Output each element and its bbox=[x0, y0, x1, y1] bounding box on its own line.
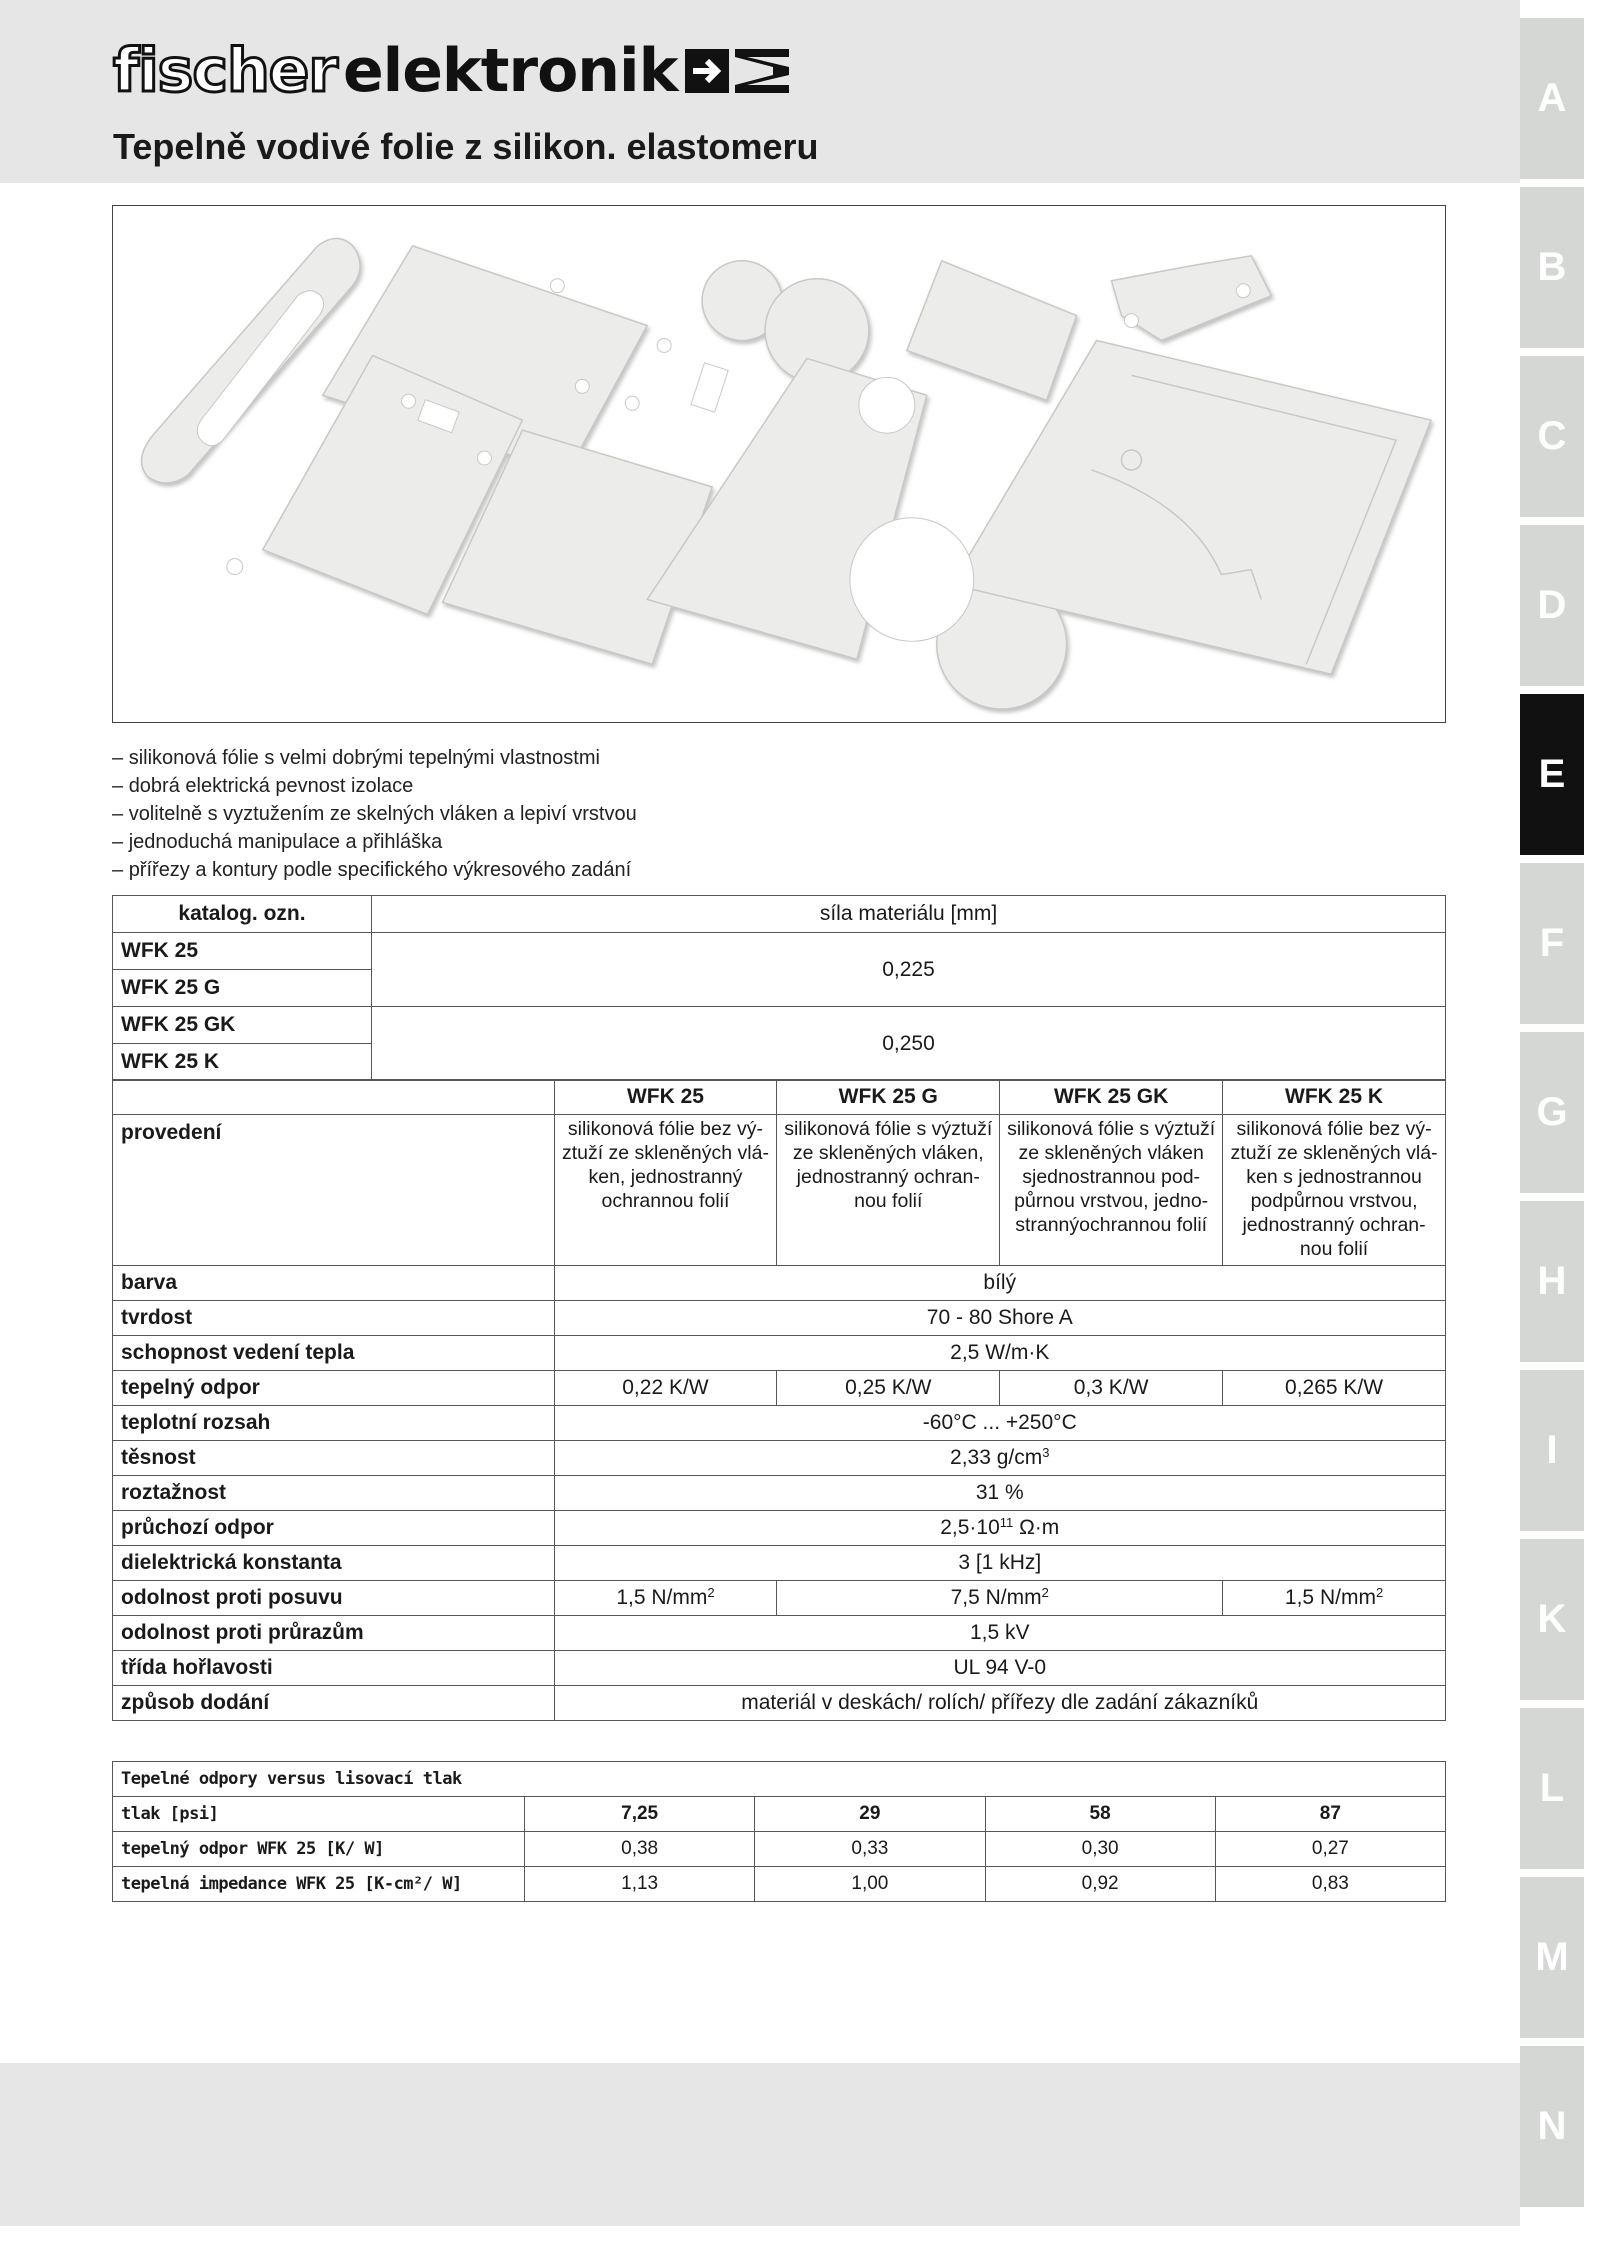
row-label: barva bbox=[113, 1266, 555, 1301]
tab-i[interactable]: I bbox=[1520, 1370, 1584, 1531]
row-value: 0,83 bbox=[1215, 1867, 1445, 1902]
logo-arrow-mark bbox=[685, 43, 795, 99]
tab-f[interactable]: F bbox=[1520, 863, 1584, 1024]
product-photo bbox=[112, 205, 1446, 723]
page-title: Tepelně vodivé folie z silikon. elastomeru bbox=[113, 126, 819, 167]
row-label: tlak [psi] bbox=[113, 1797, 525, 1832]
row-label: tvrdost bbox=[113, 1301, 555, 1336]
row-value: 70 - 80 Shore A bbox=[554, 1301, 1445, 1336]
footer-band bbox=[0, 2063, 1520, 2226]
tab-n[interactable]: N bbox=[1520, 2046, 1584, 2207]
row-value bbox=[1223, 1581, 1446, 1616]
value-text: 2,33 g/cm bbox=[950, 1446, 1043, 1469]
description-line: ze skleněných vláken, bbox=[792, 1142, 984, 1164]
spec-corner bbox=[113, 1080, 555, 1115]
catalog-name: WFK 25 K bbox=[113, 1044, 372, 1081]
design-description bbox=[554, 1115, 777, 1266]
row-value bbox=[777, 1581, 1223, 1616]
row-label: provedení bbox=[113, 1115, 555, 1266]
row-label: těsnost bbox=[113, 1441, 555, 1476]
catalog-name: WFK 25 GK bbox=[113, 1007, 372, 1044]
value-text: 1,5 N/mm bbox=[616, 1586, 708, 1609]
description-line: jednostranný ochran- bbox=[796, 1166, 980, 1188]
row-value: 7,25 bbox=[525, 1797, 755, 1832]
description-line: podpůrnou vrstvou, bbox=[1250, 1190, 1418, 1212]
row-value: 1,13 bbox=[525, 1867, 755, 1902]
row-value: 87 bbox=[1215, 1797, 1445, 1832]
column-header: WFK 25 G bbox=[777, 1080, 1000, 1115]
feature-item: – volitelně s vyztužením ze skelných vláken a lepiví vrstvou bbox=[112, 800, 637, 828]
logo-text-outline: fischer bbox=[113, 36, 337, 106]
row-value: 0,92 bbox=[985, 1867, 1215, 1902]
row-value: 0,3 K/W bbox=[1000, 1371, 1223, 1406]
column-header: WFK 25 GK bbox=[1000, 1080, 1223, 1115]
value-text: 7,5 N/mm bbox=[950, 1586, 1042, 1609]
row-value: 0,38 bbox=[525, 1832, 755, 1867]
row-value: UL 94 V-0 bbox=[554, 1651, 1445, 1686]
pressure-table bbox=[112, 1761, 1446, 1902]
catalog-header: katalog. ozn. bbox=[113, 896, 372, 933]
description-line: silikonová fólie bez vý- bbox=[567, 1118, 763, 1140]
row-value: 31 % bbox=[554, 1476, 1445, 1511]
row-value: 2,5 W/m·K bbox=[554, 1336, 1445, 1371]
description-line: strannýochrannou folií bbox=[1015, 1214, 1208, 1236]
thickness-value: 0,225 bbox=[372, 933, 1446, 1007]
description-line: ochrannou folií bbox=[601, 1190, 730, 1212]
tab-d[interactable]: D bbox=[1520, 525, 1584, 686]
value-exponent: 2 bbox=[707, 1585, 715, 1600]
row-label: tepelný odpor bbox=[113, 1371, 555, 1406]
tab-b[interactable]: B bbox=[1520, 187, 1584, 348]
description-line: ztuží ze skleněných vlá- bbox=[1230, 1142, 1438, 1164]
row-value: 0,25 K/W bbox=[777, 1371, 1000, 1406]
value-exponent: 2 bbox=[1041, 1585, 1049, 1600]
description-line: ze skleněných vláken bbox=[1018, 1142, 1204, 1164]
column-header: WFK 25 bbox=[554, 1080, 777, 1115]
design-description bbox=[1223, 1115, 1446, 1266]
description-line: nou folií bbox=[1299, 1238, 1369, 1260]
thickness-value: 0,250 bbox=[372, 1007, 1446, 1081]
row-label: tepelný odpor WFK 25 [K/ W] bbox=[113, 1832, 525, 1867]
company-logo bbox=[113, 36, 795, 106]
row-label: třída hořlavosti bbox=[113, 1651, 555, 1686]
tab-k[interactable]: K bbox=[1520, 1539, 1584, 1700]
row-label: teplotní rozsah bbox=[113, 1406, 555, 1441]
row-value bbox=[554, 1511, 1445, 1546]
feature-item: – jednoduchá manipulace a přihláška bbox=[112, 828, 637, 856]
description-line: ken, jednostranný bbox=[588, 1166, 743, 1188]
feature-list bbox=[112, 744, 637, 884]
row-value: 1,00 bbox=[755, 1867, 985, 1902]
design-description bbox=[1000, 1115, 1223, 1266]
row-value bbox=[554, 1441, 1445, 1476]
row-label: průchozí odpor bbox=[113, 1511, 555, 1546]
value-exponent: 3 bbox=[1042, 1445, 1050, 1460]
tab-c[interactable]: C bbox=[1520, 356, 1584, 517]
row-value: -60°C ... +250°C bbox=[554, 1406, 1445, 1441]
row-label: odolnost proti průrazům bbox=[113, 1616, 555, 1651]
description-line: ztuží ze skleněných vlá- bbox=[561, 1142, 769, 1164]
feature-item: – dobrá elektrická pevnost izolace bbox=[112, 772, 637, 800]
spec-table bbox=[112, 1079, 1446, 1721]
table-caption: Tepelné odpory versus lisovací tlak bbox=[113, 1762, 1446, 1797]
design-description bbox=[777, 1115, 1000, 1266]
description-line: sjednostrannou pod- bbox=[1022, 1166, 1201, 1188]
description-line: jednostranný ochran- bbox=[1242, 1214, 1426, 1236]
row-value: 0,27 bbox=[1215, 1832, 1445, 1867]
value-exponent: 11 bbox=[999, 1515, 1014, 1530]
row-value: bílý bbox=[554, 1266, 1445, 1301]
row-label: dielektrická konstanta bbox=[113, 1546, 555, 1581]
value-exponent: 2 bbox=[1375, 1585, 1384, 1600]
row-value: 29 bbox=[755, 1797, 985, 1832]
tab-m[interactable]: M bbox=[1520, 1877, 1584, 2038]
tab-h[interactable]: H bbox=[1520, 1201, 1584, 1362]
value-text: 2,5·10 bbox=[940, 1516, 1000, 1539]
thickness-header: síla materiálu [mm] bbox=[372, 896, 1446, 933]
row-label: odolnost proti posuvu bbox=[113, 1581, 555, 1616]
description-line: silikonová fólie bez vý- bbox=[1236, 1118, 1432, 1140]
row-value: 58 bbox=[985, 1797, 1215, 1832]
column-header: WFK 25 K bbox=[1223, 1080, 1446, 1115]
row-value: materiál v deskách/ rolích/ přířezy dle zadání zákazníků bbox=[554, 1686, 1445, 1721]
row-label: roztažnost bbox=[113, 1476, 555, 1511]
row-value: 0,33 bbox=[755, 1832, 985, 1867]
feature-item: – silikonová fólie s velmi dobrými tepelnými vlastnostmi bbox=[112, 744, 637, 772]
value-text: 1,5 N/mm bbox=[1284, 1586, 1376, 1609]
description-line: půrnou vrstvou, jedno- bbox=[1014, 1190, 1209, 1212]
catalog-name: WFK 25 bbox=[113, 933, 372, 970]
row-label: tepelná impedance WFK 25 [K-cm²/ W] bbox=[113, 1867, 525, 1902]
feature-item: – přířezy a kontury podle specifického výkresového zadání bbox=[112, 856, 637, 884]
tab-g[interactable]: G bbox=[1520, 1032, 1584, 1193]
row-value: 0,22 K/W bbox=[554, 1371, 777, 1406]
row-value bbox=[554, 1581, 777, 1616]
description-line: silikonová fólie s výztuží bbox=[784, 1118, 993, 1140]
row-value: 1,5 kV bbox=[554, 1616, 1445, 1651]
catalog-name: WFK 25 G bbox=[113, 970, 372, 1007]
description-line: nou folií bbox=[854, 1190, 923, 1212]
row-value: 3 [1 kHz] bbox=[554, 1546, 1445, 1581]
description-line: ken s jednostrannou bbox=[1246, 1166, 1422, 1188]
row-value: 0,30 bbox=[985, 1832, 1215, 1867]
thickness-table bbox=[112, 895, 1446, 1081]
tab-l[interactable]: L bbox=[1520, 1708, 1584, 1869]
logo-text-solid: elektronik bbox=[342, 36, 678, 106]
value-unit: Ω·m bbox=[1013, 1516, 1060, 1539]
tab-e[interactable]: E bbox=[1520, 694, 1584, 855]
row-label: způsob dodání bbox=[113, 1686, 555, 1721]
description-line: silikonová fólie s výztuží bbox=[1007, 1118, 1216, 1140]
row-label: schopnost vedení tepla bbox=[113, 1336, 555, 1371]
tab-a[interactable]: A bbox=[1520, 18, 1584, 179]
row-value: 0,265 K/W bbox=[1223, 1371, 1446, 1406]
